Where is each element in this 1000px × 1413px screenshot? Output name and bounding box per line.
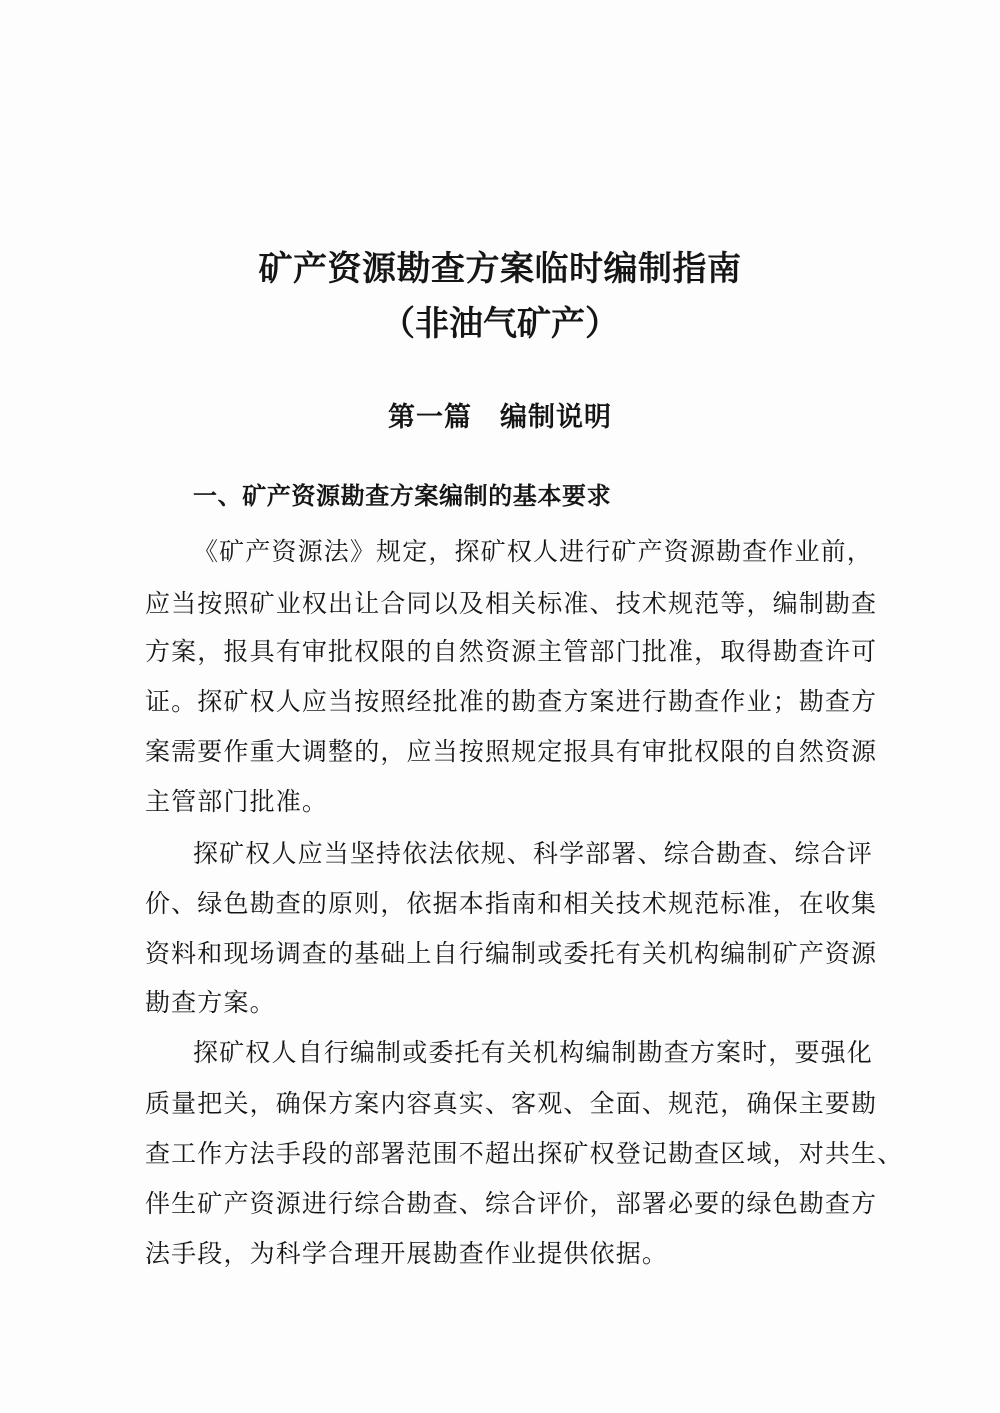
paragraph-line: 主管部门批准。 xyxy=(145,787,329,816)
paragraph-line: 资料和现场调查的基础上自行编制或委托有关机构编制矿产资源 xyxy=(145,939,878,968)
paragraph-line: 勘查方案。 xyxy=(145,988,276,1017)
paragraph-line: 探矿权人应当坚持依法依规、科学部署、综合勘查、综合评 xyxy=(193,839,873,868)
paragraph-line: 法手段，为科学合理开展勘查作业提供依据。 xyxy=(145,1239,669,1268)
paragraph-line: 质量把关，确保方案内容真实、客观、全面、规范，确保主要勘 xyxy=(145,1089,878,1118)
paragraph-line: 伴生矿产资源进行综合勘查、综合评价，部署必要的绿色勘查方 xyxy=(145,1189,878,1218)
paragraph-line: 查工作方法手段的部署范围不超出探矿权登记勘查区域，对共生、 xyxy=(145,1139,904,1168)
paragraph-line: 方案，报具有审批权限的自然资源主管部门批准，取得勘查许可 xyxy=(145,637,878,666)
paragraph-line: 案需要作重大调整的，应当按照规定报具有审批权限的自然资源 xyxy=(145,737,878,766)
document-subtitle: （非油气矿产） xyxy=(381,304,619,344)
paragraph-line: 《矿产资源法》规定，探矿权人进行矿产资源勘查作业前， xyxy=(193,537,873,566)
paragraph-line: 探矿权人自行编制或委托有关机构编制勘查方案时，要强化 xyxy=(193,1038,873,1067)
document-title: 矿产资源勘查方案临时编制指南 xyxy=(258,249,742,289)
section-heading: 一、矿产资源勘查方案编制的基本要求 xyxy=(193,482,612,510)
paragraph-line: 价、绿色勘查的原则，依据本指南和相关技术规范标准，在收集 xyxy=(145,889,878,918)
paragraph-line: 应当按照矿业权出让合同以及相关标准、技术规范等，编制勘查 xyxy=(145,589,878,618)
paragraph-line: 证。探矿权人应当按照经批准的勘查方案进行勘查作业；勘查方 xyxy=(145,687,878,716)
chapter-title: 第一篇 编制说明 xyxy=(388,402,612,433)
